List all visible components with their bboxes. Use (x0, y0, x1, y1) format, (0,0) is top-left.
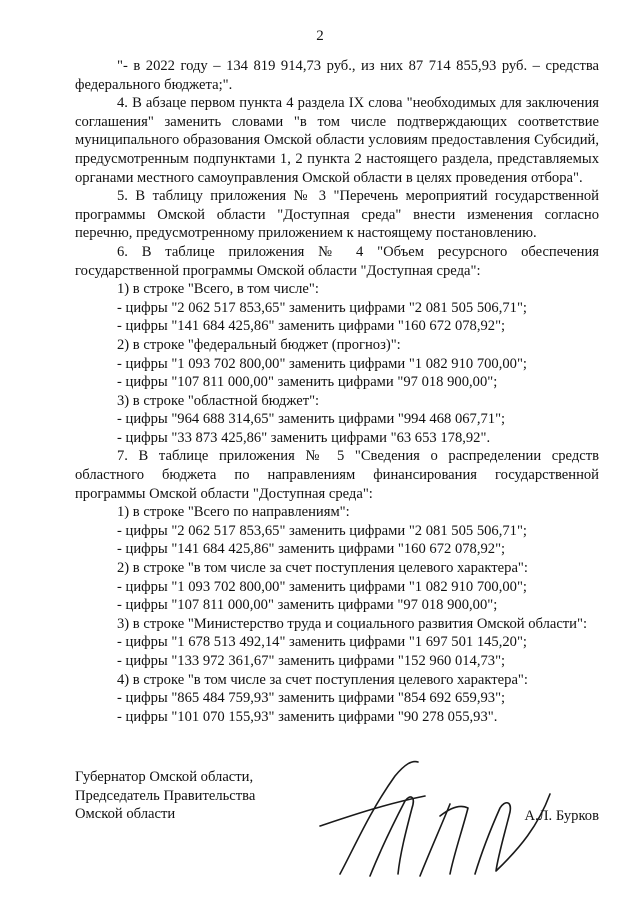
list-line: 3) в строке "областной бюджет": (117, 392, 320, 409)
list-line: - цифры "101 070 155,93" заменить цифрами "90 278 055,93". (117, 708, 498, 725)
list-line: - цифры "133 972 361,67" заменить цифрами "152 960 014,73"; (117, 653, 506, 669)
document-body (75, 57, 599, 726)
list-line: - цифры "2 062 517 853,65" заменить цифрами "2 081 505 506,71"; (117, 522, 527, 539)
list-line: - цифры "865 484 759,93" заменить цифрами "854 692 659,93"; (117, 690, 506, 707)
list-line: 2) в строке "в том числе за счет поступления целевого характера": (117, 560, 528, 577)
signatory-position-line: Омской области (75, 806, 176, 822)
handwritten-signature (300, 756, 560, 886)
list-line: - цифры "2 062 517 853,65" заменить цифрами "2 081 505 506,71"; (117, 299, 527, 316)
paragraph: 7. В таблице приложения № 5 "Сведения о распределении средств областного бюджета по направлениям финансирования государственной программы Омской области "Доступная среда": (75, 448, 599, 502)
page-number: 2 (316, 28, 324, 44)
list-line: - цифры "141 684 425,86" заменить цифрами "160 672 078,92"; (117, 541, 506, 558)
list-line: 1) в строке "Всего, в том числе": (117, 281, 319, 298)
list-line: - цифры "1 678 513 492,14" заменить цифрами "1 697 501 145,20"; (117, 634, 527, 651)
list-line: 2) в строке "федеральный бюджет (прогноз)": (117, 336, 401, 353)
signatory-position-line: Губернатор Омской области, (75, 769, 254, 785)
signatory-name: А.Л. Бурков (524, 808, 599, 824)
paragraph: 5. В таблицу приложения № 3 "Перечень мероприятий государственной программы Омской области "Доступная среда" внести изменения согласно перечню, предусмотренному приложением к настоящему постановлению. (75, 188, 599, 242)
list-line: - цифры "33 873 425,86" заменить цифрами "63 653 178,92". (117, 429, 491, 446)
signatory-position-line: Председатель Правительства (75, 787, 256, 804)
list-line: - цифры "141 684 425,86" заменить цифрами "160 672 078,92"; (117, 318, 506, 335)
list-line: 4) в строке "в том числе за счет поступления целевого характера": (117, 671, 528, 688)
paragraph: 6. В таблице приложения № 4 "Объем ресурсного обеспечения государственной программы Омской области "Доступная среда": (75, 243, 599, 279)
list-line: - цифры "107 811 000,00" заменить цифрами "97 018 900,00"; (117, 374, 498, 391)
paragraph: 4. В абзаце первом пункта 4 раздела IX слова "необходимых для заключения соглашения" заменить словами "в том числе подтверждающих соответствие муниципального образования Омской области условиям предоставления Субсидий, предусмотренным подпунктами 1, 2 пункта 2 настоящего раздела, представляемых органами местного самоуправления Омской области в целях проведения отбора". (75, 95, 599, 186)
list-line: - цифры "1 093 702 800,00" заменить цифрами "1 082 910 700,00"; (117, 578, 527, 595)
list-line: - цифры "1 093 702 800,00" заменить цифрами "1 082 910 700,00"; (117, 355, 527, 372)
paragraph: 3) в строке "Министерство труда и социального развития Омской области": (117, 615, 588, 632)
signatory-position (75, 768, 255, 824)
list-line: - цифры "107 811 000,00" заменить цифрами "97 018 900,00"; (117, 597, 498, 614)
paragraph: "- в 2022 году – 134 819 914,73 руб., из них 87 714 855,93 руб. – средства федерального бюджета;". (75, 58, 599, 93)
signature-block (75, 768, 599, 888)
list-line: - цифры "964 688 314,65" заменить цифрами "994 468 067,71"; (117, 411, 506, 428)
list-line: 1) в строке "Всего по направлениям": (117, 504, 350, 521)
